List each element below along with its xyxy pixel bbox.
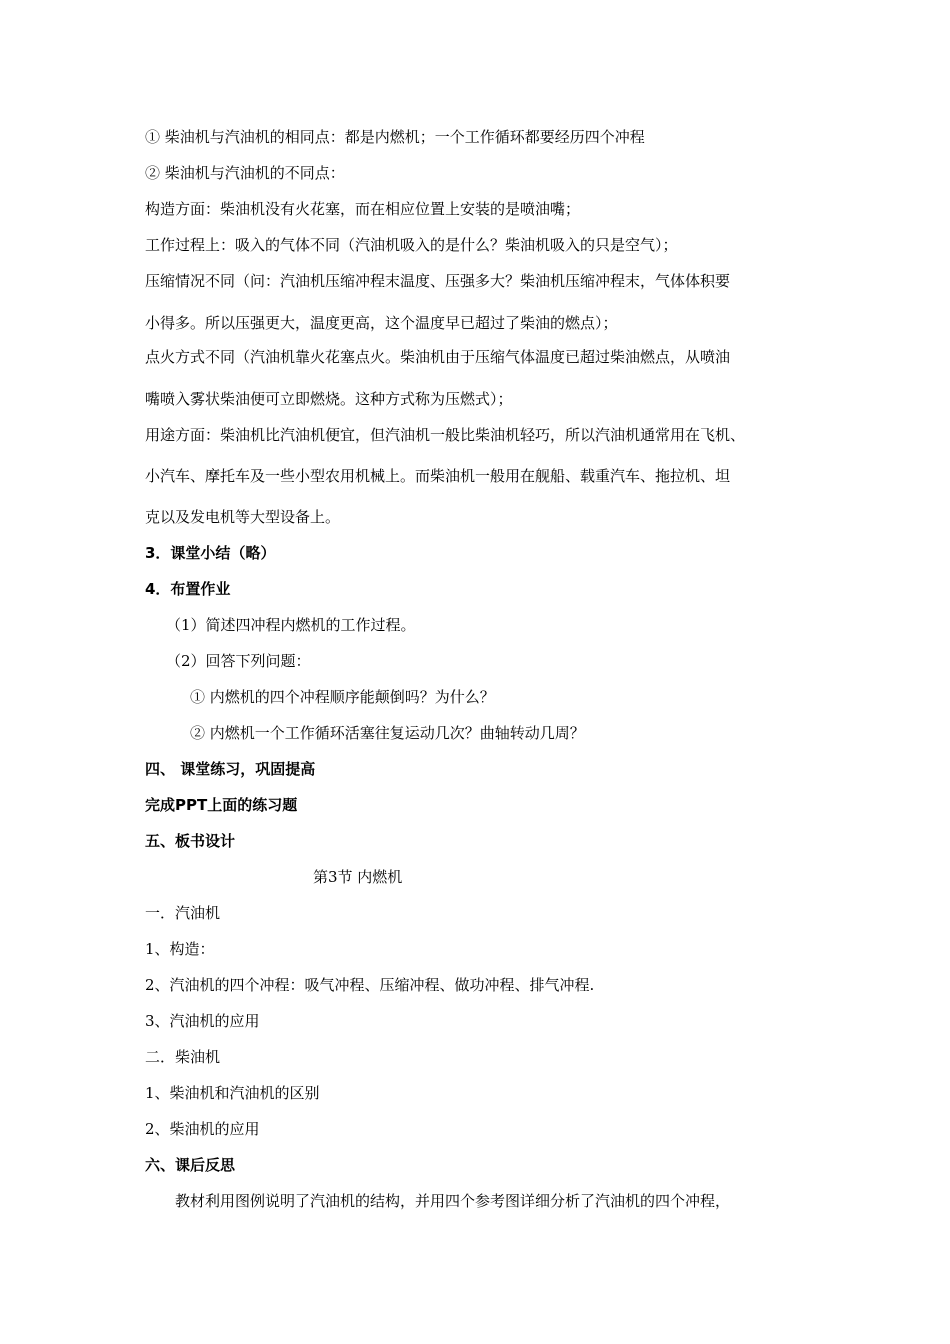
board-item-gasoline: 一．汽油机	[145, 904, 221, 922]
structure-line: 构造方面：柴油机没有火花塞，而在相应位置上安装的是喷油嘴；	[145, 200, 581, 218]
compression-line-1: 压缩情况不同（问：汽油机压缩冲程末温度、压强多大？柴油机压缩冲程末，气体体积要	[145, 272, 731, 290]
homework-question-1: ① 内燃机的四个冲程顺序能颠倒吗？为什么？	[190, 688, 495, 706]
board-item-gasoline-use: 3、汽油机的应用	[145, 1012, 260, 1030]
board-item-strokes: 2、汽油机的四个冲程：吸气冲程、压缩冲程、做功冲程、排气冲程.	[145, 976, 595, 994]
homework-item-1: （1）简述四冲程内燃机的工作过程。	[166, 616, 416, 634]
board-item-structure: 1、构造：	[145, 940, 215, 958]
usage-line-2: 小汽车、摩托车及一些小型农用机械上。而柴油机一般用在舰船、载重汽车、拖拉机、坦	[145, 467, 731, 485]
homework-heading: 4．布置作业	[145, 580, 231, 598]
ignition-line-2: 嘴喷入雾状柴油便可立即燃烧。这种方式称为压燃式）；	[145, 390, 513, 408]
practice-line: 完成PPT上面的练习题	[145, 796, 298, 814]
ignition-line-1: 点火方式不同（汽油机靠火花塞点火。柴油机由于压缩气体温度已超过柴油燃点，从喷油	[145, 348, 731, 366]
board-title: 第3节 内燃机	[313, 868, 403, 886]
homework-item-2: （2）回答下列问题：	[166, 652, 311, 670]
work-process-line: 工作过程上：吸入的气体不同（汽油机吸入的是什么？柴油机吸入的只是空气）；	[145, 236, 678, 254]
reflection-paragraph: 教材利用图例说明了汽油机的结构，并用四个参考图详细分析了汽油机的四个冲程，	[175, 1192, 731, 1210]
usage-line-3: 克以及发电机等大型设备上。	[145, 508, 341, 526]
board-item-diesel-use: 2、柴油机的应用	[145, 1120, 260, 1138]
usage-line-1: 用途方面：柴油机比汽油机便宜，但汽油机一般比柴油机轻巧，所以汽油机通常用在飞机、	[145, 426, 746, 444]
homework-question-2: ② 内燃机一个工作循环活塞往复运动几次？曲轴转动几周？	[190, 724, 585, 742]
board-item-diesel: 二．柴油机	[145, 1048, 221, 1066]
difference-heading-line: ② 柴油机与汽油机的不同点：	[145, 164, 345, 182]
class-summary-heading: 3．课堂小结（略）	[145, 544, 276, 562]
section-four-heading: 四、 课堂练习，巩固提高	[145, 760, 316, 778]
section-five-heading: 五、板书设计	[145, 832, 236, 850]
same-points-line: ① 柴油机与汽油机的相同点：都是内燃机；一个工作循环都要经历四个冲程	[145, 128, 645, 146]
board-item-difference: 1、柴油机和汽油机的区别	[145, 1084, 320, 1102]
compression-line-2: 小得多。所以压强更大，温度更高，这个温度早已超过了柴油的燃点）；	[145, 314, 618, 332]
section-six-heading: 六、课后反思	[145, 1156, 236, 1174]
